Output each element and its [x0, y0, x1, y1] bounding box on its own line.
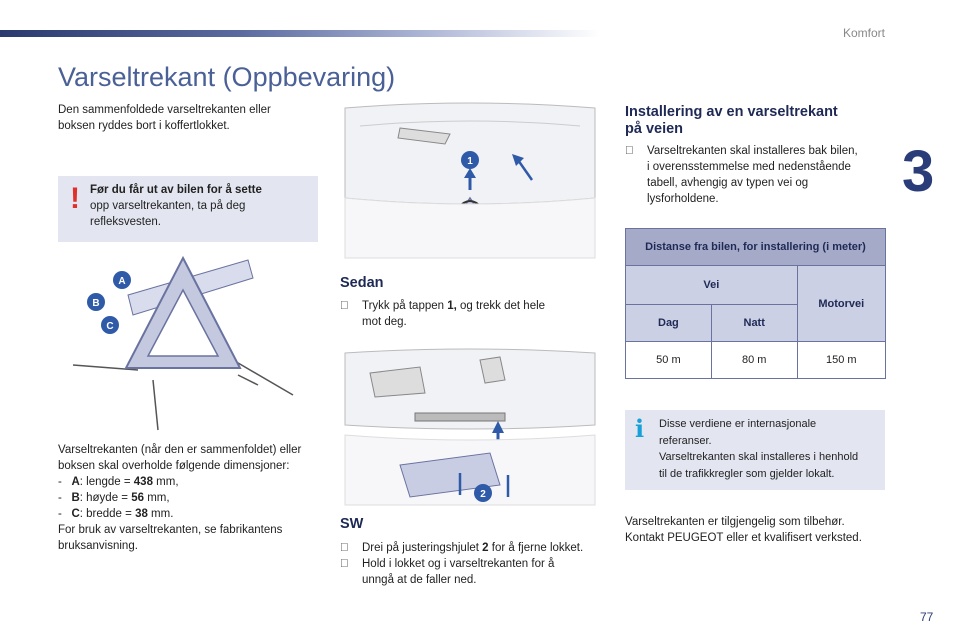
table-header-motorway: Motorvei — [797, 266, 885, 342]
dimension-b: - B: høyde = 56 mm, — [58, 492, 170, 504]
table-header-day: Dag — [626, 305, 712, 342]
install-heading: Installering av en varseltrekant på veien — [625, 104, 838, 137]
bullet-icon — [625, 143, 634, 159]
sw-heading: SW — [340, 516, 364, 532]
page-number: 77 — [920, 610, 934, 624]
page-title: Varseltrekant (Oppbevaring) — [58, 62, 396, 92]
chapter-number: 3 — [902, 139, 935, 204]
sedan-trunk-illustration — [340, 98, 602, 266]
section-name: Komfort — [842, 26, 885, 40]
table-row: 50 m 80 m 150 m — [626, 342, 886, 379]
dimensions-text: Varseltrekanten (når den er sammenfoldet) eller boksen skal overholde følgende dimensjoner: - A: lengde = 438 mm, - B: høyde = 56 mm, - C: bredde = 38 mm. For bruk av varseltrekanten, se fabrikantens bruksanvisning. — [58, 444, 302, 552]
bullet-icon — [340, 540, 349, 556]
bullet-icon — [340, 298, 349, 314]
table-title: Distanse fra bilen, for installering (i meter) — [626, 229, 886, 266]
info-icon: i — [635, 414, 645, 443]
distance-table — [625, 228, 886, 379]
table-header-road: Vei — [626, 266, 798, 305]
label-2: 2 — [480, 489, 486, 500]
label-c: C — [106, 321, 114, 332]
warning-bold: Før du får ut av bilen for å sette — [90, 184, 262, 196]
dimension-c: - C: bredde = 38 mm. — [58, 508, 174, 520]
intro-text: Den sammenfoldede varseltrekanten eller boksen ryddes bort i koffertlokket. — [58, 104, 271, 132]
warning-box: ! Før du får ut av bilen for å sette opp varseltrekanten, ta på deg refleksvesten. — [58, 176, 318, 242]
table-header-night: Natt — [711, 305, 797, 342]
warning-icon: ! — [70, 182, 80, 215]
label-a: A — [118, 276, 126, 287]
sedan-instruction: Trykk på tappen 1, og trekk det hele mot deg. — [340, 298, 600, 332]
info-box: i Disse verdiene er internasjonale referanser. Varseltrekanten skal installeres i henhold til de trafikkregler som gjelder lokalt. — [625, 410, 885, 490]
label-1: 1 — [467, 156, 473, 167]
label-b: B — [92, 298, 100, 309]
header-bar — [0, 30, 600, 37]
warning-triangle-illustration — [58, 250, 318, 440]
install-instruction: Varseltrekanten skal installeres bak bilen, i overensstemmelse med nedenstående tabell, avhengig av typen vei og lysforholdene. — [625, 143, 885, 209]
sedan-heading: Sedan — [340, 275, 384, 291]
bullet-icon — [340, 556, 349, 572]
sw-instruction: Drei på justeringshjulet 2 for å fjerne lokket. Hold i lokket og i varseltrekanten for å unngå at de faller ned. — [340, 540, 605, 590]
accessory-text: Varseltrekanten er tilgjengelig som tilbehør. Kontakt PEUGEOT eller et kvalifisert verksted. — [625, 516, 862, 544]
sw-trunk-illustration — [340, 345, 602, 510]
dimension-a: - A: lengde = 438 mm, — [58, 476, 179, 488]
